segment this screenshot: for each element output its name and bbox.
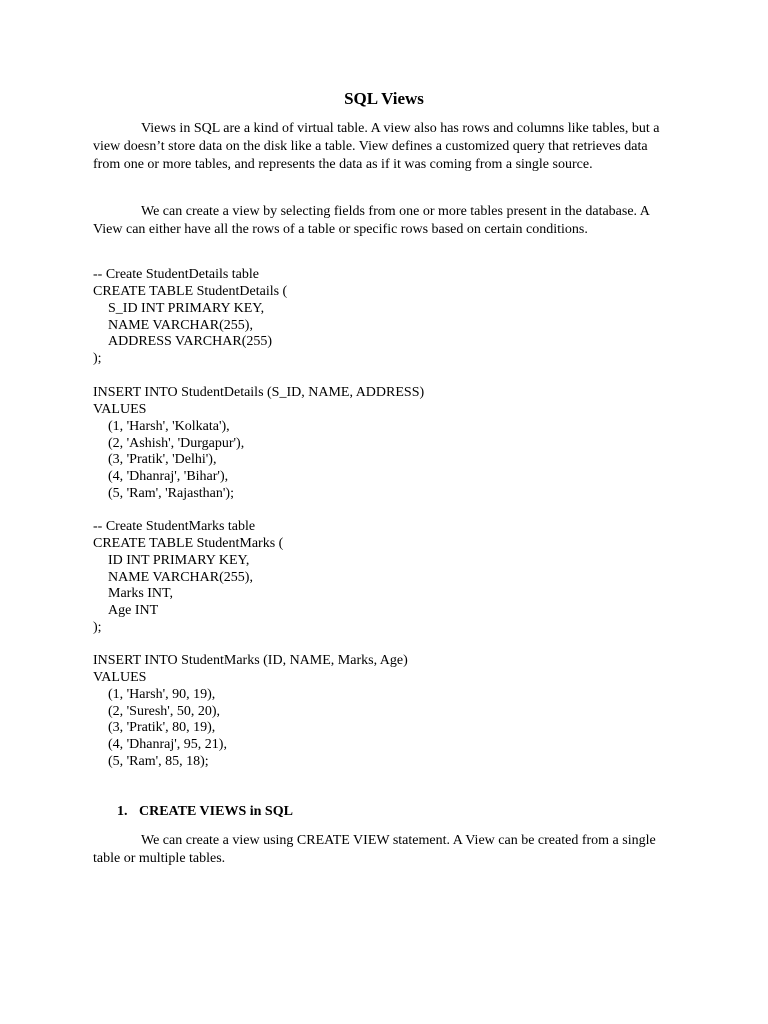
section-1-paragraph — [93, 832, 678, 868]
code-line: (3, 'Pratik', 80, 19), — [108, 720, 216, 736]
intro-paragraph-1 — [93, 120, 678, 175]
code-line: NAME VARCHAR(255), — [108, 317, 253, 333]
section-1-paragraph-text: We can create a view using CREATE VIEW statement. A View can be created from a single table or multiple tables. — [93, 833, 656, 867]
code-line: ID INT PRIMARY KEY, — [108, 552, 250, 568]
code-line: ); — [93, 620, 102, 636]
code-line: Age INT — [108, 603, 159, 619]
code-line: (4, 'Dhanraj', 'Bihar'), — [108, 469, 229, 485]
code-line: VALUES — [93, 401, 147, 417]
code-line: -- Create StudentDetails table — [93, 267, 259, 282]
section-heading-text: CREATE VIEWS in SQL — [139, 804, 293, 819]
code-line: INSERT INTO StudentDetails (S_ID, NAME, ADDRESS) — [93, 385, 425, 400]
intro-paragraph-1-text: Views in SQL are a kind of virtual table. A view also has rows and columns like tables, but a view doesn’t store data on the disk like a table. View defines a customized query that retrieves data from one or more tables, and represents the data as if it was coming from a single source. — [93, 121, 660, 173]
code-line: -- Create StudentMarks table — [93, 519, 256, 534]
code-line: (1, 'Harsh', 'Kolkata'), — [108, 418, 230, 434]
code-block-create-studentmarks — [93, 519, 678, 637]
page-title: SQL Views — [344, 89, 424, 108]
code-line: VALUES — [93, 669, 147, 685]
intro-paragraph-2 — [93, 203, 678, 239]
section-number: 1. — [117, 804, 128, 819]
code-line: (2, 'Suresh', 50, 20), — [108, 703, 220, 719]
code-line: Marks INT, — [108, 586, 174, 602]
code-line: (3, 'Pratik', 'Delhi'), — [108, 452, 217, 468]
code-line: CREATE TABLE StudentMarks ( — [93, 535, 284, 551]
intro-paragraph-2-text: We can create a view by selecting fields from one or more tables present in the database. A View can either have all the rows of a table or specific rows based on certain conditions. — [93, 204, 650, 238]
code-line: (1, 'Harsh', 90, 19), — [108, 686, 216, 702]
code-line: NAME VARCHAR(255), — [108, 569, 253, 585]
code-line: (5, 'Ram', 'Rajasthan'); — [108, 486, 234, 502]
code-line: S_ID INT PRIMARY KEY, — [108, 300, 265, 316]
code-line: (4, 'Dhanraj', 95, 21), — [108, 737, 227, 753]
code-line: (5, 'Ram', 85, 18); — [108, 754, 209, 770]
code-line: (2, 'Ashish', 'Durgapur'), — [108, 435, 245, 451]
code-line: ); — [93, 351, 102, 367]
code-line: INSERT INTO StudentMarks (ID, NAME, Marks, Age) — [93, 653, 408, 668]
code-block-insert-studentmarks — [93, 653, 678, 771]
code-line: ADDRESS VARCHAR(255) — [108, 334, 273, 350]
code-line: CREATE TABLE StudentDetails ( — [93, 283, 288, 299]
section-heading-create-views — [117, 803, 293, 821]
code-block-insert-studentdetails — [93, 385, 678, 503]
code-block-create-studentdetails — [93, 267, 678, 368]
